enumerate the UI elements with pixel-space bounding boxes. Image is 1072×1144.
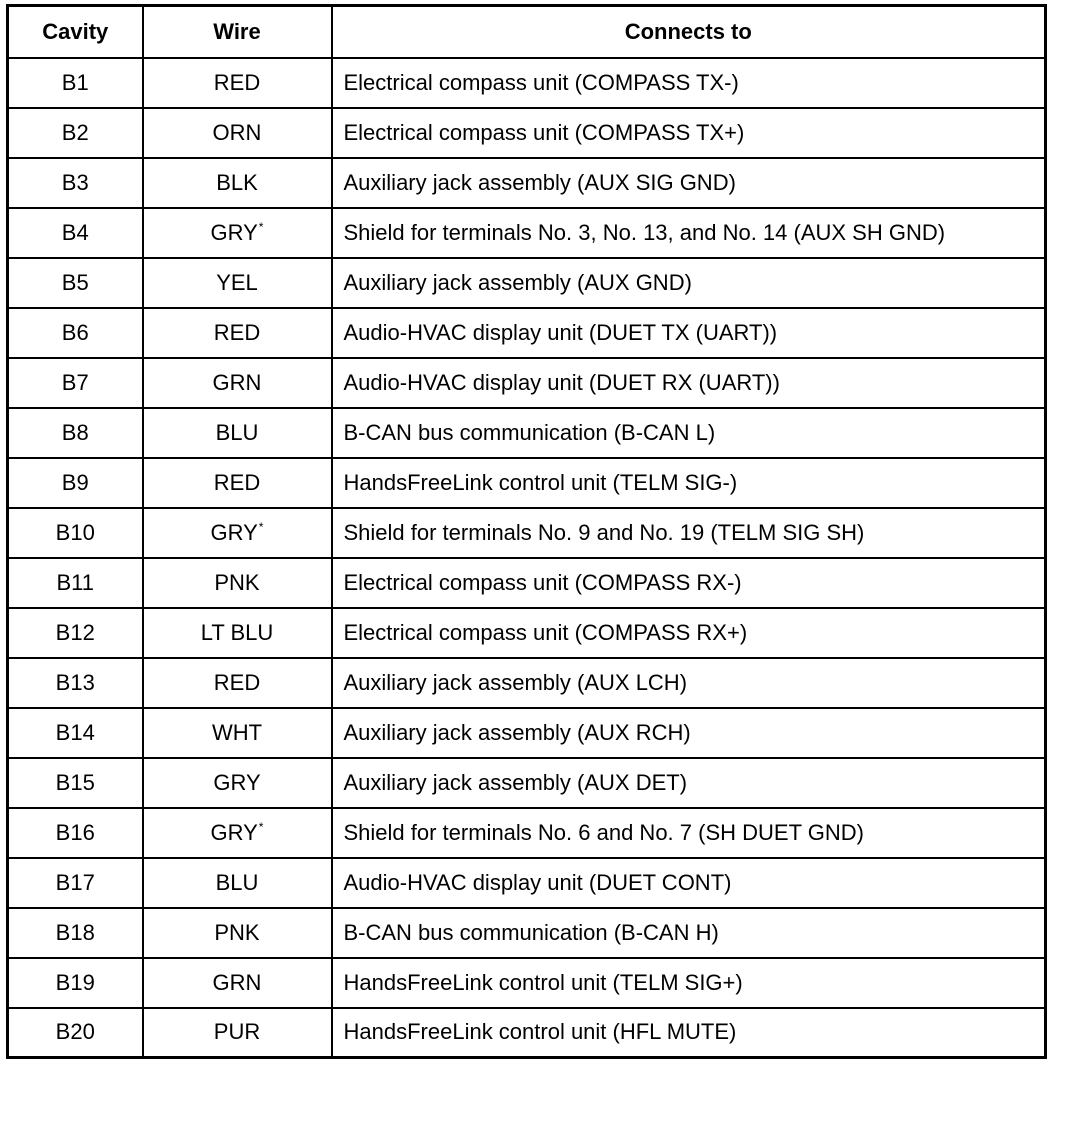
table-row [8,658,1046,708]
table-row [8,758,1046,808]
table-row [8,458,1046,508]
cavity-cell: B17 [8,858,143,908]
table-row [8,258,1046,308]
connects-to-cell: HandsFreeLink control unit (TELM SIG+) [332,958,1046,1008]
wire-color-label: PNK [214,919,260,945]
table-body [8,58,1046,1058]
table-row [8,608,1046,658]
connects-to-cell: Auxiliary jack assembly (AUX SIG GND) [332,158,1046,208]
cavity-cell: B3 [8,158,143,208]
table-row [8,358,1046,408]
connects-to-cell: Electrical compass unit (COMPASS RX-) [332,558,1046,608]
connects-to-cell: Electrical compass unit (COMPASS TX+) [332,108,1046,158]
wiring-table-container [6,4,1047,1059]
table-row [8,408,1046,458]
cavity-cell: B13 [8,658,143,708]
cavity-cell: B2 [8,108,143,158]
column-header-connects-to: Connects to [332,6,1046,58]
cavity-cell: B10 [8,508,143,558]
cavity-cell: B9 [8,458,143,508]
table-row [8,808,1046,858]
table-row [8,58,1046,108]
wire-color-label: GRY [210,219,258,245]
wire-color-label: GRY [213,769,261,795]
wire-color-label: WHT [211,719,263,745]
connects-to-cell: Auxiliary jack assembly (AUX LCH) [332,658,1046,708]
connects-to-cell: B-CAN bus communication (B-CAN L) [332,408,1046,458]
wire-color-label: PUR [213,1019,261,1045]
table-row [8,858,1046,908]
table-row [8,508,1046,558]
cavity-cell: B6 [8,308,143,358]
cavity-cell: B8 [8,408,143,458]
cavity-cell: B1 [8,58,143,108]
table-row [8,158,1046,208]
cavity-cell: B16 [8,808,143,858]
wire-cell [143,108,332,158]
wire-cell [143,808,332,858]
cavity-cell: B4 [8,208,143,258]
column-header-cavity: Cavity [8,6,143,58]
wire-cell [143,358,332,408]
connects-to-cell: HandsFreeLink control unit (HFL MUTE) [332,1008,1046,1058]
wire-cell [143,458,332,508]
table-row [8,108,1046,158]
connects-to-cell: Electrical compass unit (COMPASS RX+) [332,608,1046,658]
wire-cell [143,908,332,958]
wire-cell [143,508,332,558]
table-row [8,958,1046,1008]
connects-to-cell: Audio-HVAC display unit (DUET CONT) [332,858,1046,908]
table-row [8,558,1046,608]
wire-cell [143,858,332,908]
wire-color-label: BLU [215,419,259,445]
cavity-cell: B18 [8,908,143,958]
cavity-cell: B15 [8,758,143,808]
cavity-cell: B7 [8,358,143,408]
connects-to-cell: B-CAN bus communication (B-CAN H) [332,908,1046,958]
connects-to-cell: Electrical compass unit (COMPASS TX-) [332,58,1046,108]
wire-color-label: RED [213,669,261,695]
cavity-cell: B14 [8,708,143,758]
connects-to-cell: Audio-HVAC display unit (DUET RX (UART)) [332,358,1046,408]
connector-cavity-table [6,4,1047,1059]
footnote-asterisk: * [258,820,264,835]
footnote-asterisk: * [258,520,264,535]
wire-cell [143,708,332,758]
table-row [8,308,1046,358]
connects-to-cell: HandsFreeLink control unit (TELM SIG-) [332,458,1046,508]
table-row [8,208,1046,258]
cavity-cell: B12 [8,608,143,658]
wire-color-label: RED [213,319,261,345]
connects-to-cell: Shield for terminals No. 3, No. 13, and No. 14 (AUX SH GND) [332,208,1046,258]
wire-color-label: GRN [212,369,262,395]
wire-color-label: GRN [212,969,262,995]
wire-cell [143,258,332,308]
connects-to-cell: Auxiliary jack assembly (AUX DET) [332,758,1046,808]
wire-cell [143,158,332,208]
wire-cell [143,58,332,108]
connects-to-cell: Shield for terminals No. 6 and No. 7 (SH DUET GND) [332,808,1046,858]
wire-color-label: RED [213,69,261,95]
wire-cell [143,608,332,658]
table-row [8,708,1046,758]
wire-cell [143,1008,332,1058]
wire-color-label: RED [213,469,261,495]
wire-color-label: GRY [210,519,258,545]
wire-cell [143,658,332,708]
wire-cell [143,558,332,608]
wire-cell [143,958,332,1008]
table-header-row [8,6,1046,58]
wire-color-label: ORN [212,119,262,145]
wire-cell [143,208,332,258]
connects-to-cell: Shield for terminals No. 9 and No. 19 (TELM SIG SH) [332,508,1046,558]
wire-color-label: YEL [216,269,258,295]
wire-cell [143,308,332,358]
connects-to-cell: Auxiliary jack assembly (AUX GND) [332,258,1046,308]
wire-color-label: BLU [215,869,259,895]
wire-color-label: LT BLU [200,619,274,645]
column-header-wire: Wire [143,6,332,58]
table-row [8,1008,1046,1058]
cavity-cell: B5 [8,258,143,308]
footnote-asterisk: * [258,220,264,235]
cavity-cell: B19 [8,958,143,1008]
wire-color-label: PNK [214,569,260,595]
wire-color-label: BLK [216,169,258,195]
table-row [8,908,1046,958]
cavity-cell: B20 [8,1008,143,1058]
wire-color-label: GRY [210,819,258,845]
wire-cell [143,758,332,808]
cavity-cell: B11 [8,558,143,608]
wire-cell [143,408,332,458]
connects-to-cell: Audio-HVAC display unit (DUET TX (UART)) [332,308,1046,358]
connects-to-cell: Auxiliary jack assembly (AUX RCH) [332,708,1046,758]
